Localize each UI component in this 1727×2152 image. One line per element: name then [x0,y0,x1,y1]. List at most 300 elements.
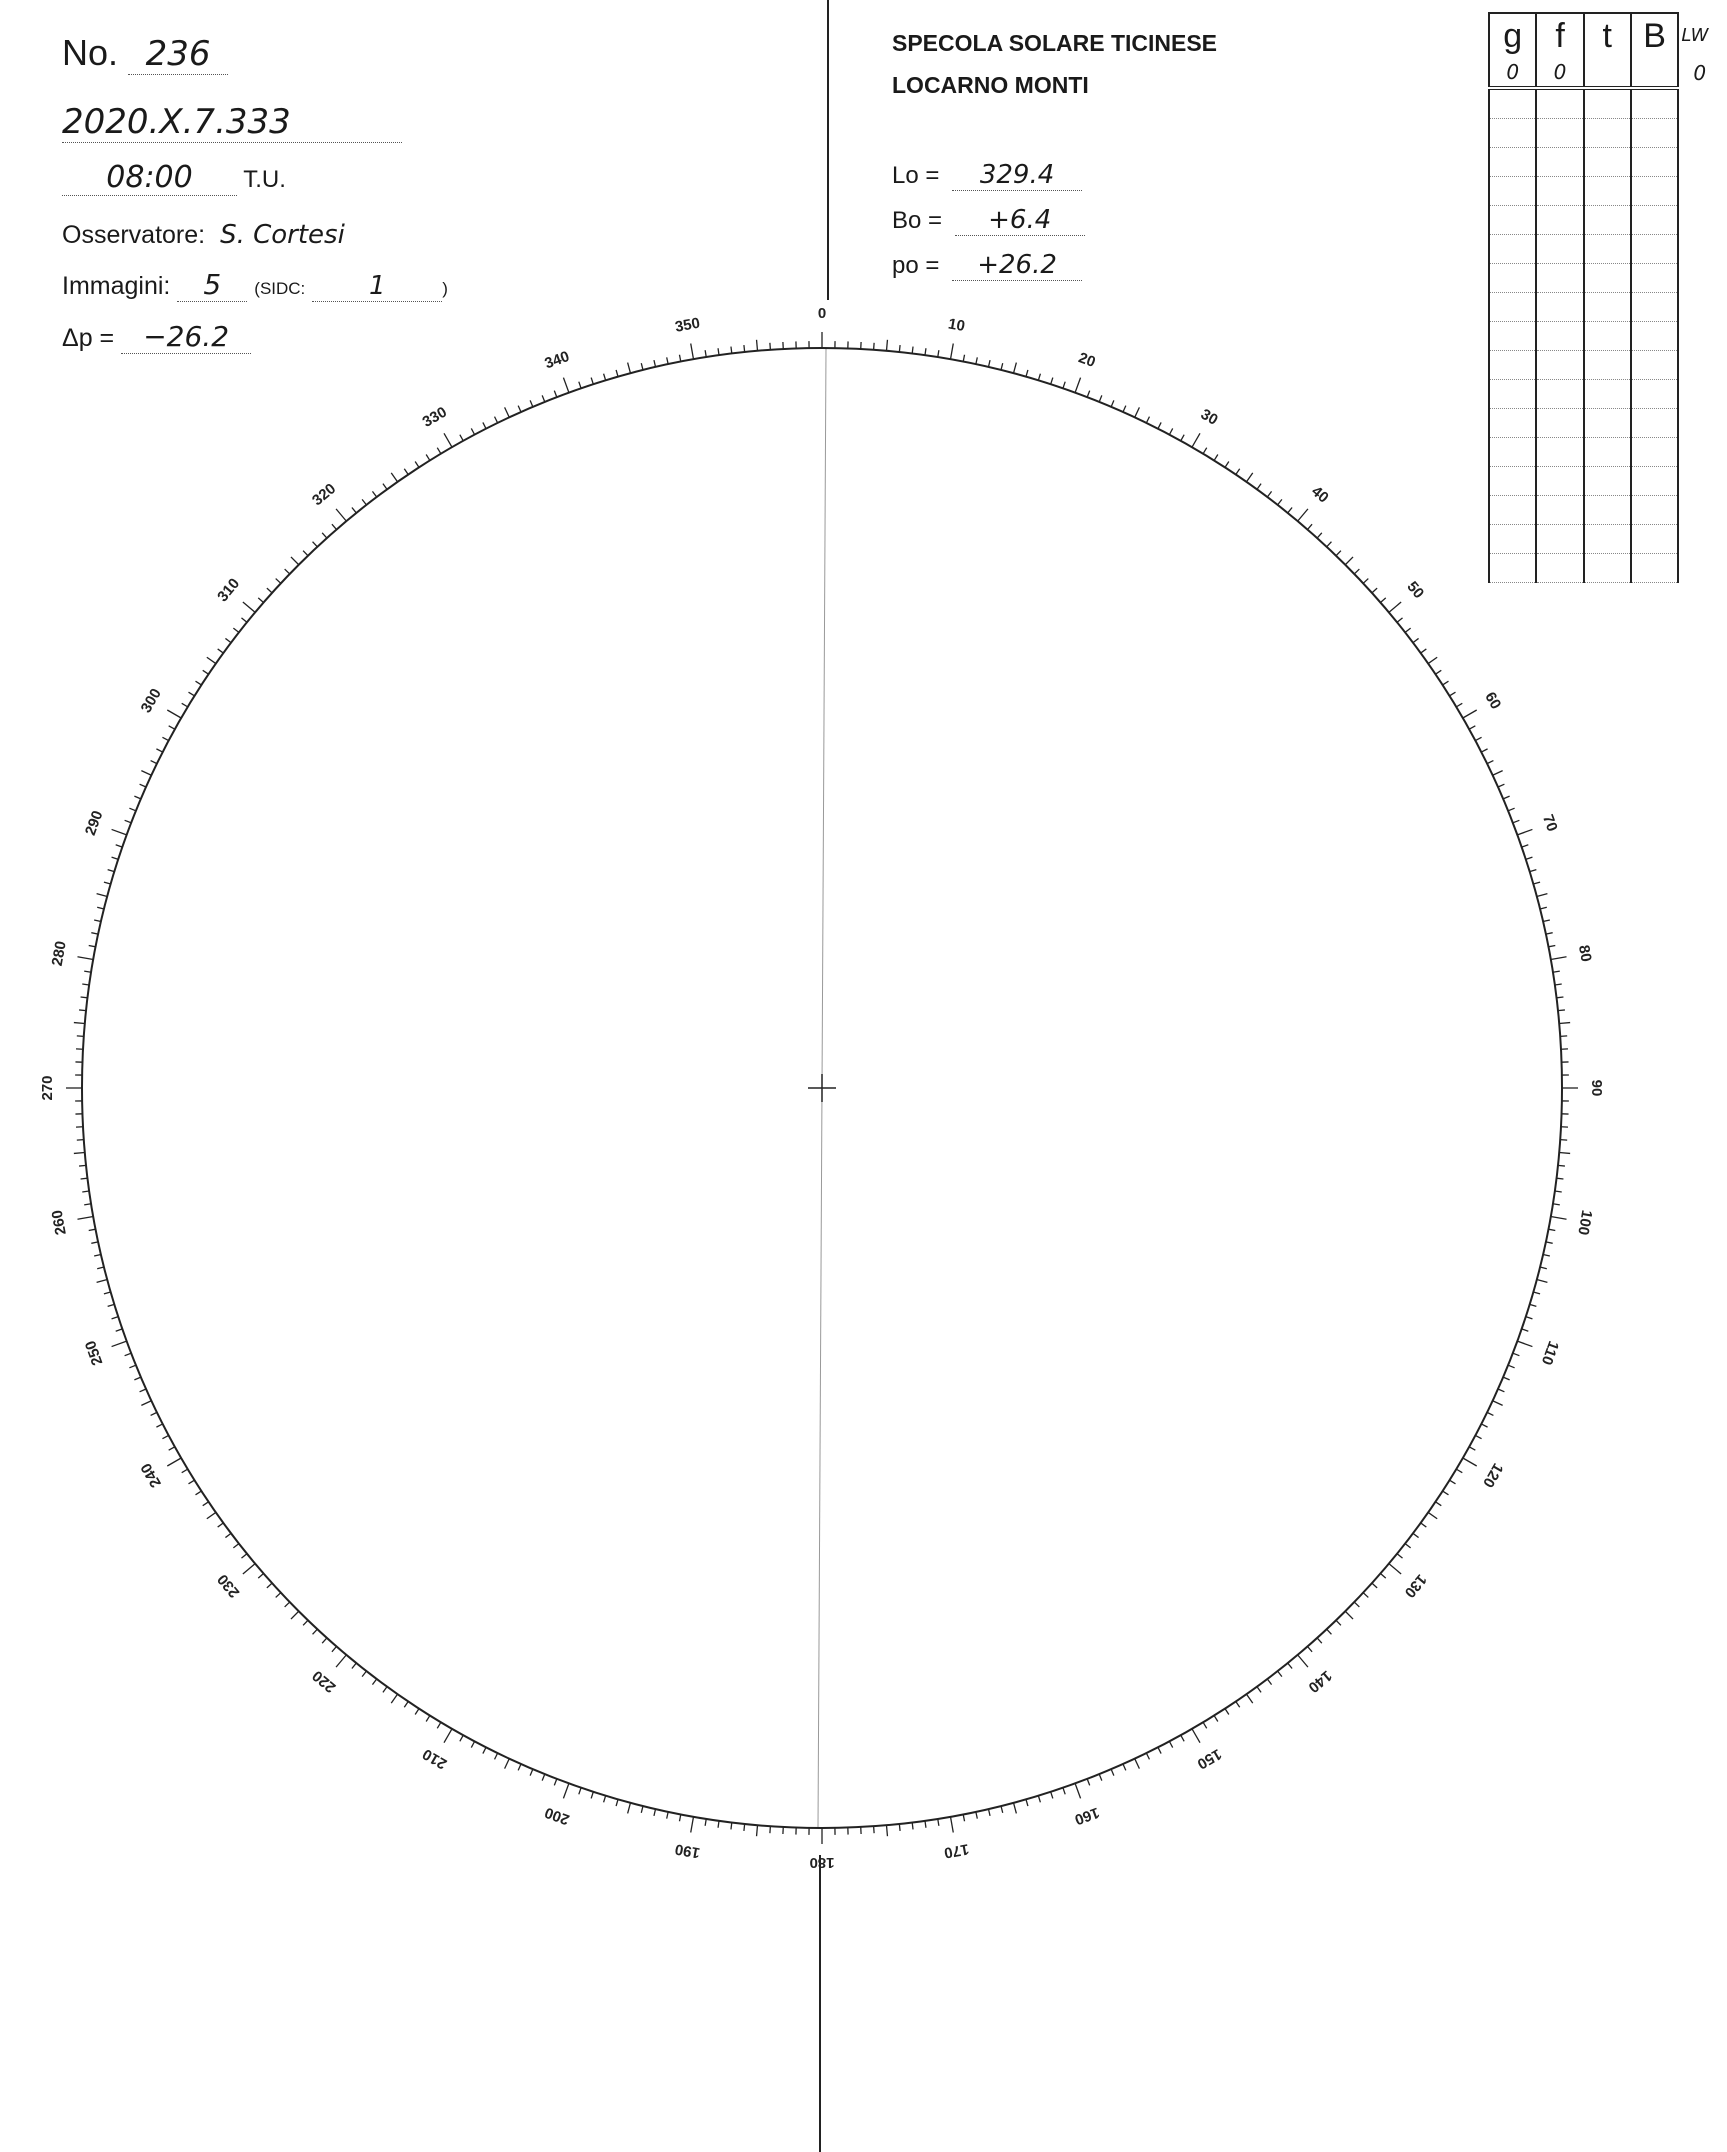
degree-label: 270 [38,1075,56,1101]
institution-location: LOCARNO MONTI [892,72,1089,98]
degree-tick [94,920,101,922]
degree-tick [963,1814,964,1821]
degree-tick [667,357,668,364]
degree-tick [757,1825,758,1836]
degree-tick [141,1401,151,1406]
sidc-value: 1 [312,271,442,302]
degree-tick [81,1178,88,1179]
degree-label: 110 [1537,1338,1562,1368]
observation-time-value: 08:00 [62,160,237,196]
institution-name: SPECOLA SOLARE TICINESE [892,30,1218,56]
degree-tick [1435,1502,1441,1506]
degree-tick [1225,462,1229,468]
degree-tick [1014,1803,1017,1814]
degree-tick [415,462,419,468]
degree-tick [1503,1377,1509,1380]
degree-tick [322,1638,327,1643]
degree-tick [1555,1191,1562,1192]
degree-tick [444,1729,452,1743]
degree-tick [505,407,510,417]
degree-tick [74,1023,85,1024]
degree-tick [444,433,452,447]
delta-p-label: Δp = [62,324,115,352]
degree-tick [89,945,96,946]
degree-tick [1075,1783,1080,1798]
degree-tick [404,469,408,475]
degree-tick [886,1825,887,1836]
degree-tick [976,1812,977,1819]
degree-label: 210 [419,1745,450,1773]
degree-tick [1099,395,1102,401]
degree-tick [134,796,140,799]
header-groups: g [1489,13,1536,58]
degree-tick [84,971,91,972]
degree-tick [1558,1010,1565,1011]
degree-tick [744,1824,745,1831]
degree-tick [1236,469,1240,475]
degree-label: 330 [419,403,450,431]
degree-tick [679,1814,680,1821]
degree-tick [1278,499,1282,505]
degree-tick [705,1819,706,1826]
images-value: 5 [177,268,247,302]
degree-tick [1543,1254,1550,1256]
degree-tick [471,1741,474,1747]
degree-tick [267,588,272,593]
degree-tick [108,870,115,872]
degree-tick [1336,1620,1341,1625]
degree-tick [1513,820,1520,823]
degree-tick [1513,1353,1520,1356]
degree-tick [988,1809,990,1816]
degree-tick [1099,1774,1102,1780]
degree-tick [1537,1280,1548,1283]
degree-tick [1389,602,1401,612]
degree-label: 350 [673,314,702,336]
degree-tick [243,602,255,612]
degree-tick [116,845,123,847]
degree-tick [471,428,474,434]
degree-tick [225,1533,231,1537]
degree-tick [1548,1229,1555,1230]
degree-tick [1298,1655,1308,1667]
degree-tick [731,1822,732,1829]
degree-tick [1181,435,1184,441]
degree-tick [1225,1709,1229,1715]
degree-tick [1001,1806,1003,1813]
degree-tick [267,1583,272,1588]
count-cell-g: 0 [1489,58,1536,88]
degree-tick [1317,1638,1322,1643]
degree-tick [1487,1412,1493,1415]
degree-tick [1203,448,1207,454]
degree-tick [1551,957,1567,960]
degree-tick [1469,726,1475,729]
degree-tick [1475,737,1481,740]
degree-tick [1135,407,1140,417]
degree-tick [77,1216,93,1219]
degree-tick [1169,1741,1172,1747]
degree-tick [1278,1671,1282,1677]
degree-tick [542,395,545,401]
degree-tick [112,1317,119,1319]
degree-tick [108,1304,115,1306]
degree-tick [1317,533,1322,538]
degree-tick [1463,710,1477,718]
degree-tick [233,1544,239,1548]
degree-tick [616,370,618,377]
degree-tick [1327,1629,1332,1634]
time-unit-label: T.U. [243,166,286,193]
degree-tick [1435,670,1441,674]
degree-label: 320 [309,480,340,510]
degree-tick [1543,920,1550,922]
degree-tick [925,348,926,355]
degree-tick [1553,971,1560,972]
degree-tick [1014,363,1017,374]
degree-tick [1087,1779,1090,1786]
degree-tick [82,984,89,985]
header-lw: LW [1681,25,1709,46]
degree-tick [129,1365,135,1368]
degree-tick [1038,374,1040,381]
degree-tick [167,1458,181,1466]
bo-value: +6.4 [955,205,1085,236]
degree-tick [604,1796,606,1803]
degree-tick [196,1491,202,1495]
degree-label: 130 [1400,1570,1430,1601]
degree-tick [1487,761,1493,764]
degree-label: 260 [48,1208,70,1237]
degree-tick [495,417,498,423]
degree-tick [97,1280,108,1283]
degree-tick [140,784,146,787]
degree-tick [1405,628,1411,632]
degree-tick [303,1620,308,1625]
degree-tick [1063,382,1065,389]
degree-label: 280 [48,939,70,968]
degree-tick [667,1812,668,1819]
lo-value: 329.4 [952,160,1082,191]
degree-tick [757,340,758,351]
degree-tick [1428,1512,1437,1518]
degree-tick [628,363,631,374]
degree-tick [616,1799,618,1806]
degree-tick [134,1377,140,1380]
degree-tick [404,1701,408,1707]
sidc-close: ) [442,279,448,298]
degree-label: 30 [1197,405,1221,429]
degree-tick [1389,1564,1401,1574]
degree-tick [182,1469,188,1473]
report-number-label: No. [62,32,119,73]
degree-tick [1526,1317,1533,1319]
degree-tick [97,1267,104,1269]
degree-tick [1428,657,1437,663]
degree-tick [1246,473,1252,482]
degree-label: 40 [1308,482,1332,507]
degree-tick [1481,1424,1487,1427]
degree-tick [81,997,88,998]
degree-tick [169,1447,175,1450]
degree-label: 170 [942,1840,971,1862]
degree-tick [460,435,463,441]
degree-label: 70 [1538,812,1561,834]
degree-tick [97,907,104,909]
degree-tick [1257,484,1261,490]
degree-tick [1413,1533,1419,1537]
degree-tick [563,378,568,393]
degree-tick [1146,1753,1149,1759]
degree-tick [1380,598,1385,603]
degree-tick [1298,509,1308,521]
sidc-label: (SIDC: [254,279,306,298]
count-cell-lw: 0 [1693,61,1707,85]
degree-tick [579,1788,581,1795]
degree-tick [1307,1646,1312,1651]
degree-tick [207,657,216,663]
degree-tick [579,382,581,389]
degree-tick [679,355,680,362]
degree-tick [1345,1611,1353,1619]
degree-label: 160 [1072,1803,1102,1829]
degree-tick [963,355,964,362]
degree-tick [332,1646,337,1651]
degree-tick [112,857,119,859]
degree-tick [1556,1178,1563,1179]
degree-label: 200 [542,1803,572,1829]
po-label: po = [892,252,940,279]
degree-label: 190 [673,1840,702,1862]
degree-tick [1530,870,1537,872]
degree-tick [352,507,356,512]
degree-tick [276,579,281,584]
degree-tick [332,524,337,529]
degree-tick [628,1803,631,1814]
degree-tick [77,957,93,960]
degree-tick [437,448,441,454]
degree-tick [1421,649,1427,653]
degree-label: 240 [137,1460,165,1491]
degree-tick [125,1353,132,1356]
po-value: +26.2 [952,250,1082,281]
degree-tick [372,491,376,497]
degree-tick [1397,1554,1402,1558]
degree-tick [1257,1687,1261,1693]
degree-tick [79,1010,86,1011]
degree-tick [169,726,175,729]
degree-tick [518,1764,521,1770]
degree-tick [336,1655,346,1667]
degree-tick [1026,1799,1028,1806]
degree-tick [1214,1716,1218,1722]
degree-tick [988,360,990,367]
degree-tick [542,1774,545,1780]
degree-tick [225,638,231,642]
degree-label: 100 [1574,1208,1596,1237]
degree-tick [1551,1216,1567,1219]
degree-tick [82,1191,89,1192]
degree-tick [116,1329,123,1331]
degree-tick [1214,455,1218,461]
degree-tick [1146,417,1149,423]
degree-tick [189,692,195,696]
bo-label: Bo = [892,207,943,234]
degree-tick [1443,681,1449,685]
degree-tick [207,1512,216,1518]
degree-tick [1555,984,1562,985]
degree-tick [731,347,732,354]
degree-label: 230 [214,1570,244,1601]
degree-tick [1537,894,1548,897]
degree-tick [372,1679,376,1685]
degree-tick [1288,507,1292,512]
degree-tick [718,1821,719,1828]
degree-tick [1463,1458,1477,1466]
degree-tick [203,670,209,674]
count-cell-f: 0 [1536,58,1583,88]
degree-tick [437,1722,441,1728]
degree-label: 310 [214,575,244,606]
degree-tick [938,1819,939,1826]
degree-tick [352,1663,356,1668]
degree-tick [691,343,694,359]
degree-tick [426,455,430,461]
degree-tick [1540,1267,1547,1269]
degree-tick [1307,524,1312,529]
degree-tick [1530,1304,1537,1306]
degree-tick [1336,551,1341,556]
degree-tick [91,1242,98,1243]
degree-tick [1503,796,1509,799]
degree-tick [391,1694,397,1703]
degree-tick [563,1783,568,1798]
degree-tick [303,551,308,556]
degree-tick [1267,1679,1271,1685]
degree-label: 10 [946,315,967,336]
degree-tick [79,1165,86,1166]
degree-tick [313,1629,318,1634]
degree-tick [483,422,486,428]
degree-tick [125,820,132,823]
degree-tick [1456,1469,1462,1473]
degree-tick [899,345,900,352]
degree-tick [518,406,521,412]
degree-label: 90 [1588,1079,1606,1097]
degree-tick [1558,1165,1565,1166]
degree-tick [1051,378,1053,385]
degree-tick [104,1292,111,1294]
degree-label: 290 [81,808,107,838]
degree-tick [1169,428,1172,434]
degree-tick [1450,1480,1456,1484]
degree-tick [1038,1796,1040,1803]
degree-tick [1192,1729,1200,1743]
degree-tick [1559,1023,1570,1024]
degree-tick [162,1435,168,1438]
degree-tick [483,1747,486,1753]
degree-tick [1533,882,1540,884]
degree-tick [1372,1583,1377,1588]
degree-tick [1517,1341,1532,1346]
degree-tick [1397,618,1402,622]
degree-label: 80 [1574,943,1595,964]
degree-tick [912,347,913,354]
degree-label: 180 [809,1854,835,1872]
degree-label: 50 [1403,578,1428,602]
degree-tick [362,499,366,505]
degree-tick [1481,749,1487,752]
observer-label: Osservatore: [62,221,206,249]
delta-p-value: −26.2 [121,320,251,354]
degree-tick [276,1593,281,1598]
degree-tick [654,360,656,367]
degree-tick [1135,1759,1140,1769]
observer-value: S. Cortesi [220,220,345,250]
degree-tick [1522,845,1529,847]
degree-tick [899,1824,900,1831]
header-spots: f [1536,13,1583,58]
degree-tick [1267,491,1271,497]
degree-tick [1203,1722,1207,1728]
degree-tick [97,894,108,897]
degree-tick [1158,1747,1161,1753]
degree-tick [258,598,263,603]
degree-tick [129,808,135,811]
degree-tick [89,1229,96,1230]
degree-tick [976,357,977,364]
degree-tick [950,343,953,359]
observation-date-value: 2020.X.7.333 [62,102,402,143]
header-t: t [1584,13,1631,58]
degree-tick [285,569,290,574]
degree-label: 120 [1479,1460,1507,1491]
degree-tick [1498,1389,1504,1392]
degree-tick [938,350,939,357]
degree-tick [218,649,224,653]
degree-tick [1063,1788,1065,1795]
degree-tick [258,1573,263,1578]
header-b: B [1631,13,1678,58]
degree-tick [74,1152,85,1153]
degree-tick [886,340,887,351]
degree-tick [530,400,533,406]
degree-tick [383,484,387,490]
degree-tick [322,533,327,538]
degree-tick [1413,638,1419,642]
degree-tick [233,628,239,632]
degree-tick [1236,1701,1240,1707]
degree-tick [141,771,151,776]
degree-tick [243,1564,255,1574]
degree-tick [1559,1152,1570,1153]
degree-tick [1354,569,1359,574]
degree-tick [1421,1523,1427,1527]
degree-tick [1556,997,1563,998]
degree-tick [91,933,98,934]
degree-tick [1405,1544,1411,1548]
degree-tick [182,703,188,707]
degree-label: 300 [137,685,165,716]
degree-tick [1450,692,1456,696]
degree-tick [641,363,643,370]
degree-tick [151,761,157,764]
degree-tick [94,1254,101,1256]
degree-tick [604,374,606,381]
degree-tick [1517,829,1532,834]
degree-tick [1548,945,1555,946]
degree-tick [167,710,181,718]
